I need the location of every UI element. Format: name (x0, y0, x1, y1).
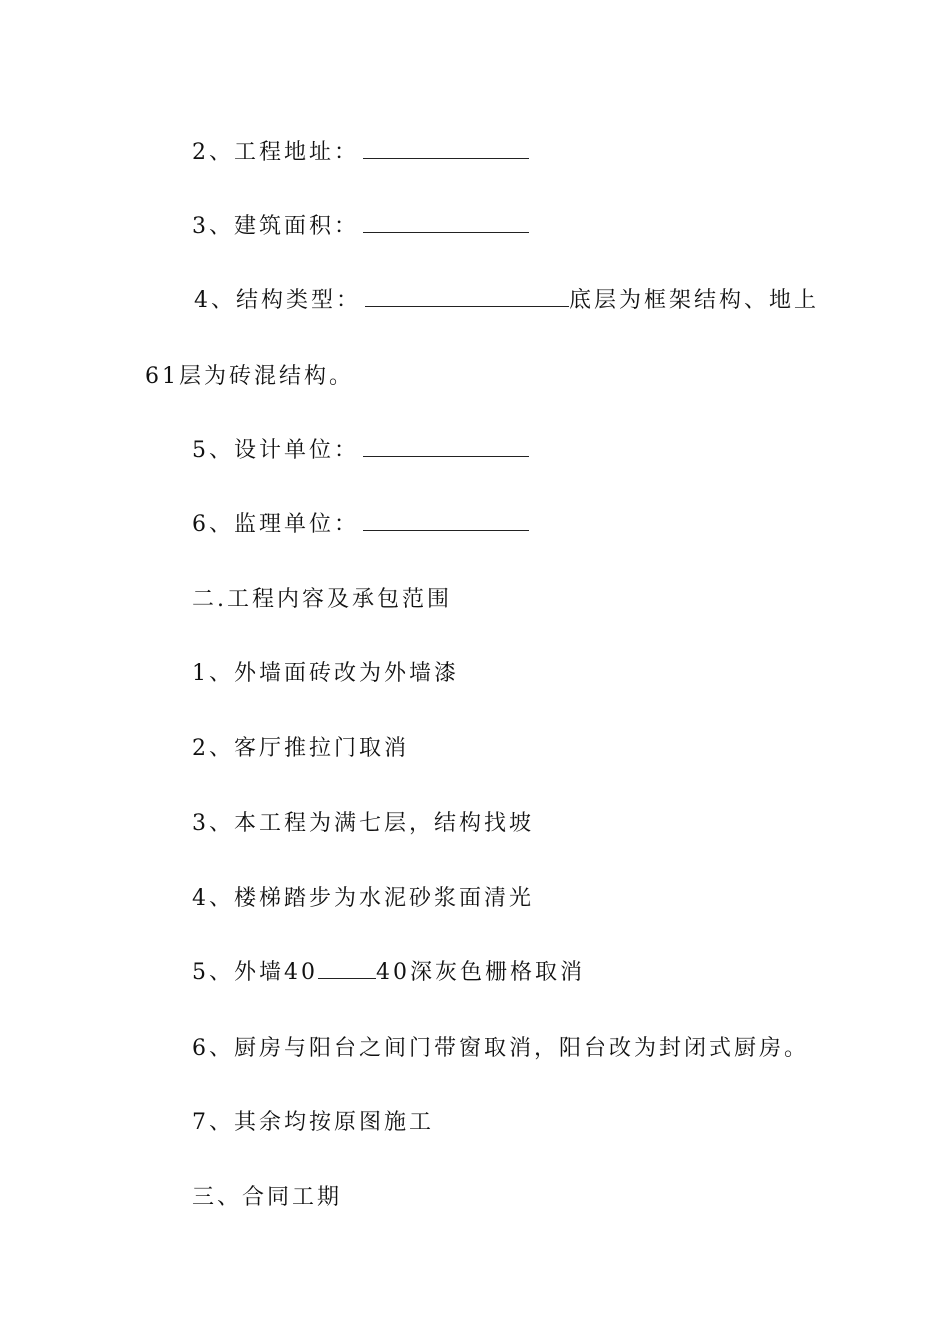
structure-type-suffix: 底层为框架结构、地上 (569, 288, 820, 313)
scope-item-5 (192, 958, 585, 988)
supervision-unit-label: 6、监理单位： (192, 512, 359, 537)
supervision-unit-blank (363, 510, 529, 531)
scope-item-2: 2、客厅推拉门取消 (192, 736, 409, 761)
building-area-blank (363, 212, 529, 233)
scope-item-6: 6、厨房与阳台之间门带窗取消，阳台改为封闭式厨房。 (192, 1036, 809, 1061)
scope-item-5-prefix: 5、外墙40 (192, 960, 318, 985)
section-heading-period: 三、合同工期 (192, 1185, 343, 1210)
section-heading-scope: 二.工程内容及承包范围 (192, 587, 452, 612)
structure-type-label: 4、结构类型： (194, 288, 361, 313)
structure-type-continuation: 61层为砖混结构。 (145, 364, 354, 389)
scope-item-7: 7、其余均按原图施工 (192, 1110, 434, 1135)
project-address-line (192, 138, 529, 168)
building-area-label: 3、建筑面积： (192, 214, 359, 239)
scope-item-1: 1、外墙面砖改为外墙漆 (192, 661, 459, 686)
scope-item-4: 4、楼梯踏步为水泥砂浆面清光 (192, 886, 534, 911)
design-unit-line (192, 436, 529, 466)
building-area-line (192, 212, 529, 242)
structure-type-blank (365, 286, 569, 307)
scope-item-3: 3、本工程为满七层，结构找坡 (192, 811, 534, 836)
project-address-label: 2、工程地址： (192, 140, 359, 165)
scope-item-5-blank (318, 958, 376, 979)
structure-type-line (194, 286, 819, 316)
design-unit-label: 5、设计单位： (192, 438, 359, 463)
design-unit-blank (363, 436, 529, 457)
scope-item-5-suffix: 40深灰色栅格取消 (376, 960, 585, 985)
project-address-blank (363, 138, 529, 159)
supervision-unit-line (192, 510, 529, 540)
